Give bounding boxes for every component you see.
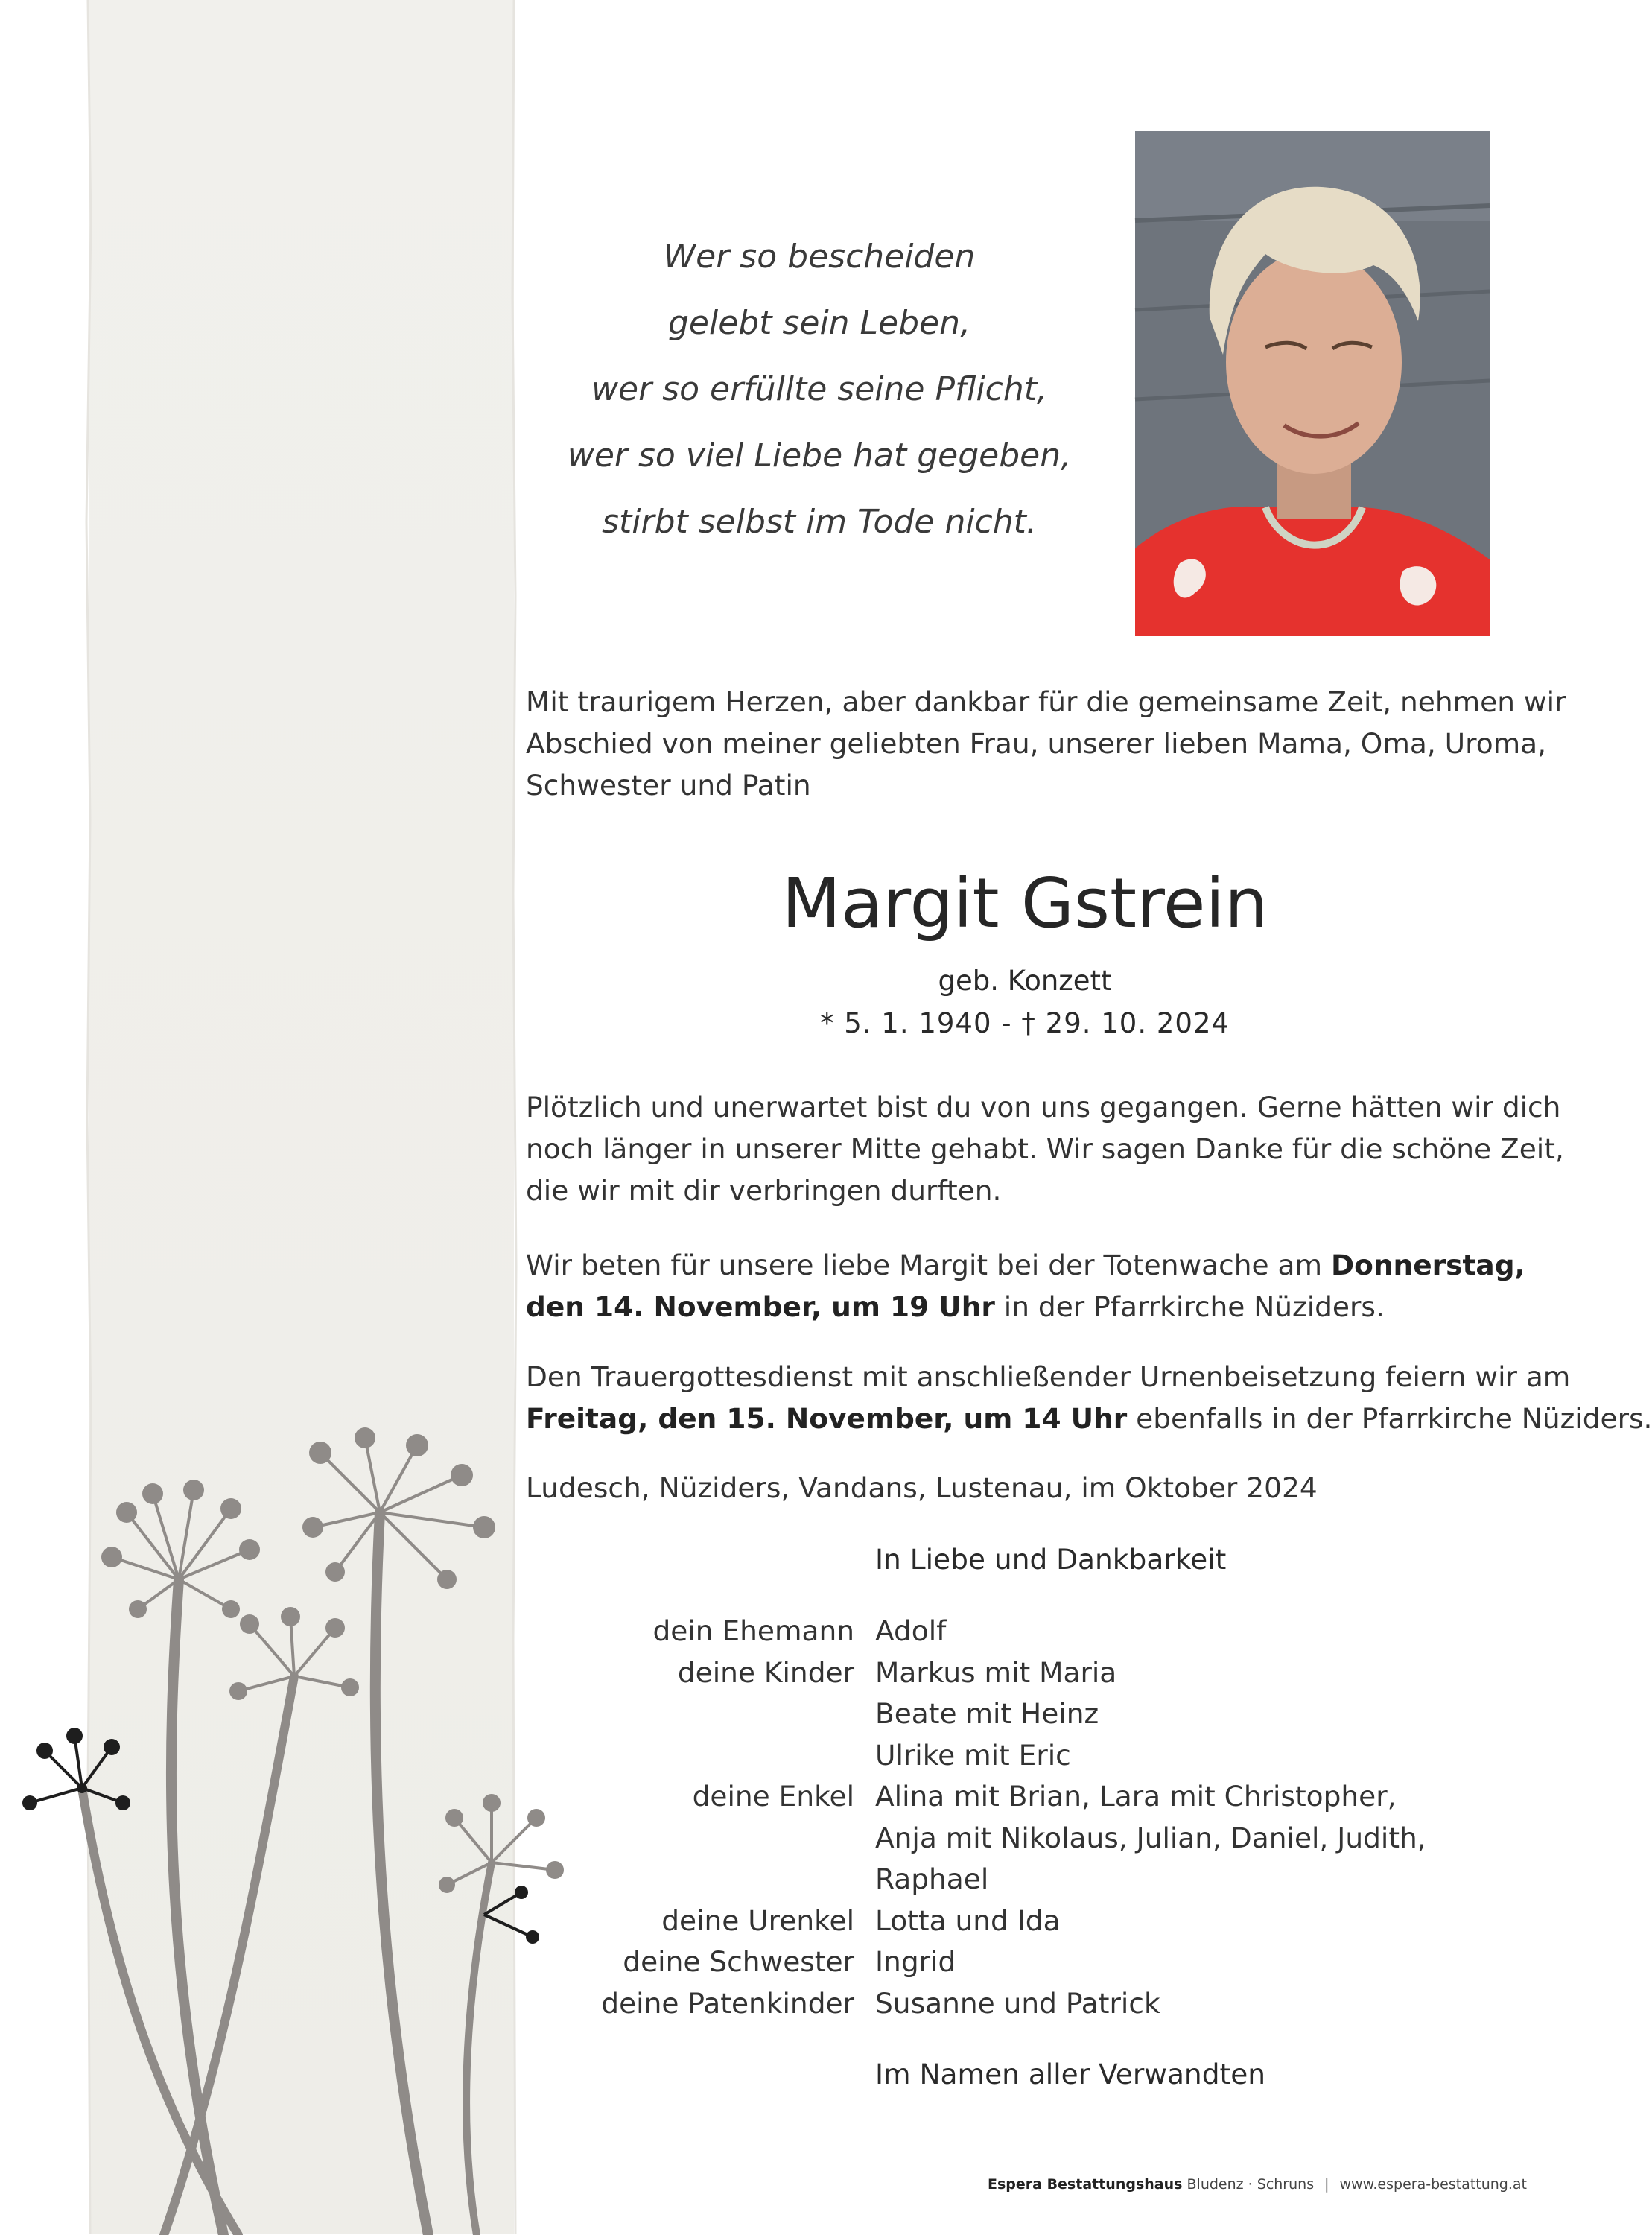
poem-line: wer so erfüllte seine Pflicht,	[591, 370, 1047, 408]
wake-date-time: den 14. November, um 19 Uhr	[526, 1290, 995, 1323]
intro-text	[526, 681, 1566, 806]
wake-day: Donnerstag,	[1330, 1249, 1525, 1281]
family-row	[521, 1693, 1564, 1735]
portrait-photo	[1135, 131, 1490, 636]
family-row	[521, 1776, 1564, 1818]
family-names: Adolf	[875, 1614, 947, 1647]
poem	[521, 224, 1117, 555]
intro-line: Abschied von meiner geliebten Frau, unserer lieben Mama, Oma, Uroma,	[526, 727, 1547, 760]
paragraph-line	[526, 1244, 1524, 1286]
family-row	[521, 1900, 1564, 1942]
family-names: Ingrid	[875, 1945, 956, 1978]
paragraph-line	[526, 1286, 1524, 1328]
paragraph-line: Plötzlich und unerwartet bist du von uns gegangen. Gerne hätten wir dich	[526, 1091, 1561, 1123]
dandelion-illustration	[0, 1430, 581, 2235]
service-location: ebenfalls in der Pfarrkirche Nüziders.	[1127, 1402, 1652, 1435]
relation-label: dein Ehemann	[652, 1614, 854, 1647]
poem-line: stirbt selbst im Tode nicht.	[602, 503, 1037, 541]
family-row	[521, 1983, 1564, 2025]
family-list	[521, 1611, 1564, 2024]
deceased-name: Margit Gstrein	[781, 863, 1268, 943]
relation-label	[521, 1818, 854, 1860]
relation-label	[521, 1735, 854, 1777]
poem-line: gelebt sein Leben,	[667, 304, 970, 342]
poem-line: Wer so bescheiden	[663, 238, 976, 276]
footer-separator: |	[1324, 2176, 1329, 2193]
footer-brand: Espera Bestattungshaus	[987, 2176, 1183, 2193]
family-row	[521, 1611, 1564, 1652]
service-date-time: Freitag, den 15. November, um 14 Uhr	[526, 1402, 1128, 1435]
family-row	[521, 1941, 1564, 1983]
footer-website[interactable]: www.espera-bestattung.at	[1339, 2176, 1527, 2193]
family-names: Lotta und Ida	[875, 1903, 1061, 1937]
relation-label	[521, 1859, 854, 1900]
family-row	[521, 1859, 1564, 1900]
paragraph-line: die wir mit dir verbringen durften.	[526, 1174, 1002, 1207]
paragraph-line: Den Trauergottesdienst mit anschließender Urnenbeisetzung feiern wir am	[526, 1360, 1571, 1393]
life-dates: * 5. 1. 1940 - † 29. 10. 2024	[819, 1007, 1230, 1039]
family-names: Raphael	[875, 1862, 989, 1895]
wake-location: in der Pfarrkirche Nüziders.	[994, 1290, 1385, 1323]
relation-label: deine Kinder	[677, 1655, 854, 1689]
footer-locations: Bludenz · Schruns	[1186, 2176, 1315, 2193]
family-names: Anja mit Nikolaus, Julian, Daniel, Judith,	[875, 1821, 1426, 1854]
family-names: Beate mit Heinz	[875, 1697, 1099, 1730]
wake-text: Wir beten für unsere liebe Margit bei der Totenwache am	[526, 1249, 1331, 1281]
paragraph-line	[526, 1398, 1652, 1439]
relation-label: deine Enkel	[692, 1780, 854, 1813]
maiden-name: geb. Konzett	[938, 965, 1112, 997]
family-names: Markus mit Maria	[875, 1655, 1117, 1689]
love-and-gratitude: In Liebe und Dankbarkeit	[875, 1543, 1227, 1576]
intro-line: Schwester und Patin	[526, 769, 811, 802]
poem-line: wer so viel Liebe hat gegeben,	[567, 437, 1072, 475]
family-names: Alina mit Brian, Lara mit Christopher,	[875, 1780, 1397, 1813]
relation-label: deine Patenkinder	[601, 1986, 854, 2020]
paragraph-line: noch länger in unserer Mitte gehabt. Wir sagen Danke für die schöne Zeit,	[526, 1132, 1564, 1165]
footer	[819, 2173, 1527, 2196]
relation-label: deine Urenkel	[661, 1903, 854, 1937]
relation-label	[521, 1693, 854, 1735]
intro-line: Mit traurigem Herzen, aber dankbar für die gemeinsame Zeit, nehmen wir	[526, 685, 1566, 718]
family-row	[521, 1818, 1564, 1860]
relation-label: deine Schwester	[623, 1945, 854, 1978]
message-paragraph	[526, 1086, 1564, 1211]
portrait-illustration	[1135, 131, 1490, 636]
closing-line: Im Namen aller Verwandten	[875, 2058, 1266, 2090]
family-row	[521, 1652, 1564, 1694]
place-and-date: Ludesch, Nüziders, Vandans, Lustenau, im Oktober 2024	[526, 1471, 1318, 1504]
wake-paragraph	[526, 1244, 1524, 1328]
service-paragraph	[526, 1356, 1652, 1439]
family-names: Ulrike mit Eric	[875, 1738, 1071, 1772]
family-row	[521, 1735, 1564, 1777]
family-names: Susanne und Patrick	[875, 1986, 1160, 2020]
